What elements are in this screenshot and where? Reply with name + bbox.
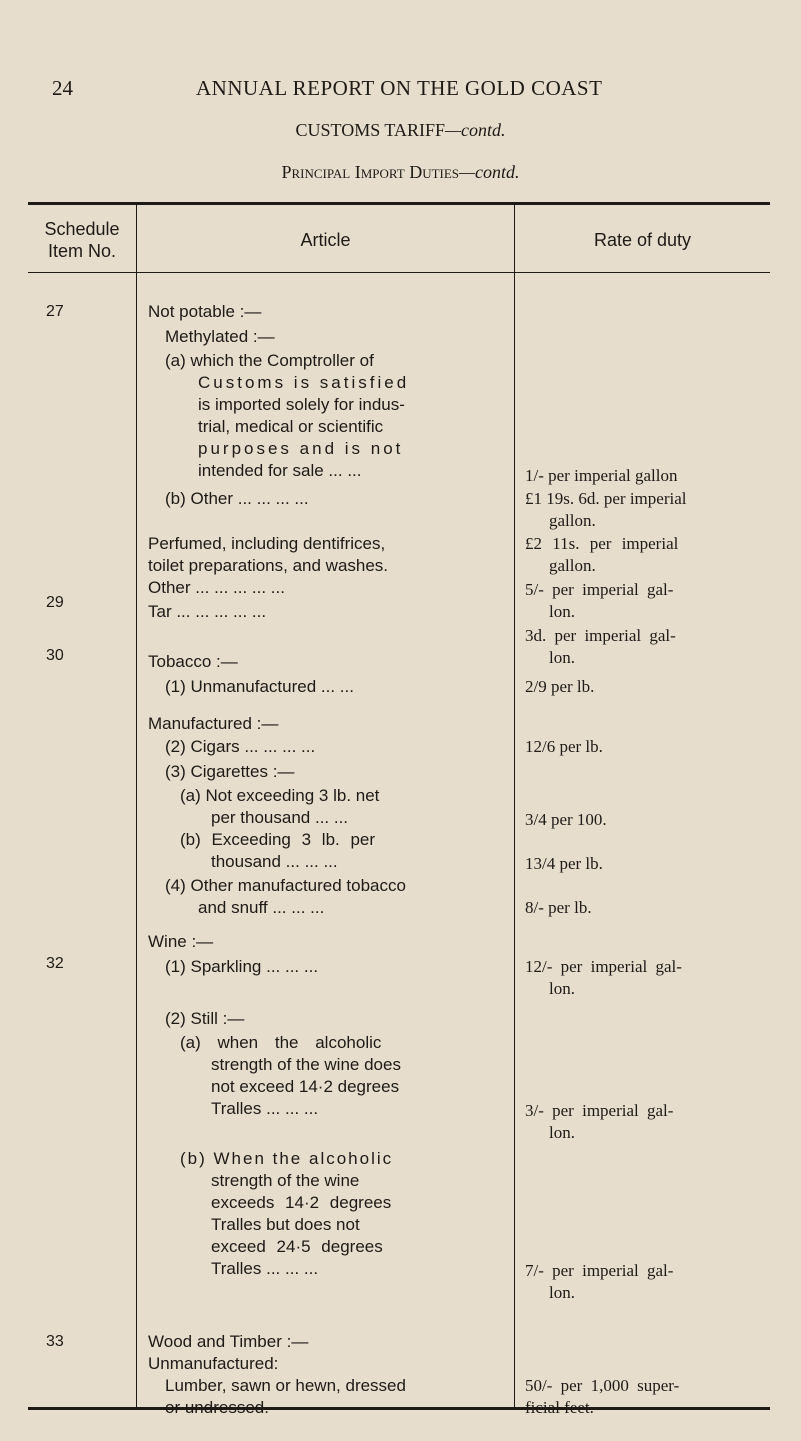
header-bottom-rule [28,272,770,273]
tariff-subtitle-contd: —contd. [459,162,520,182]
rate-line: 3d. per imperial gal- [525,626,676,645]
article-line: (2) Still :— [165,1009,245,1028]
article-line: intended for sale ... ... [198,461,362,480]
column-divider-2 [514,205,515,1407]
rate-line: 2/9 per lb. [525,677,595,696]
article-line: Wine :— [148,932,214,951]
article-line: (b) Exceeding 3 lb. per [180,830,376,849]
article-line: exceeds 14·2 degrees [211,1193,392,1212]
table-bottom-rule [28,1407,770,1410]
article-line: Other ... ... ... ... ... [148,578,285,597]
schedule-header-line1: Schedule [44,219,120,239]
rate-line: 7/- per imperial gal- [525,1261,674,1280]
column-divider-1 [136,205,137,1407]
article-line: Tar ... ... ... ... ... [148,602,267,621]
rate-line: ficial feet. [525,1398,594,1417]
article-line: (1) Sparkling ... ... ... [165,957,319,976]
item-number-29: 29 [46,594,64,611]
column-header-schedule [28,218,136,262]
rate-line: 1/- per imperial gallon [525,466,678,485]
tariff-title-main: CUSTOMS TARIFF [295,120,445,140]
column-header-article: Article [300,230,351,250]
item-number-32: 32 [46,955,64,972]
article-line: (b) When the alcoholic [180,1149,394,1168]
article-line: not exceed 14·2 degrees [211,1077,400,1096]
rate-line: 5/- per imperial gal- [525,580,674,599]
rate-line: 12/- per imperial gal- [525,957,682,976]
article-line: strength of the wine [211,1171,360,1190]
article-line: Unmanufactured: [148,1354,279,1373]
article-line: exceed 24·5 degrees [211,1237,383,1256]
article-line: Wood and Timber :— [148,1332,309,1351]
article-line: Tralles but does not [211,1215,360,1234]
column-header-rate: Rate of duty [593,230,692,250]
rate-line: 50/- per 1,000 super- [525,1376,680,1395]
article-line: (2) Cigars ... ... ... ... [165,737,316,756]
rate-line: lon. [549,648,575,667]
item-number-30: 30 [46,647,64,664]
rate-line: lon. [549,979,575,998]
item-number-33: 33 [46,1333,64,1350]
rate-line: 3/- per imperial gal- [525,1101,674,1120]
rate-line: 3/4 per 100. [525,810,607,829]
article-line: (b) Other ... ... ... ... [165,489,309,508]
article-line: purposes and is not [198,439,404,458]
article-line: and snuff ... ... ... [198,898,325,917]
article-line: strength of the wine does [211,1055,401,1074]
article-line: (a) which the Comptroller of [165,351,374,370]
rate-line: lon. [549,1283,575,1302]
article-line: Methylated :— [165,327,275,346]
rate-line: £1 19s. 6d. per imperial [525,489,687,508]
article-line: trial, medical or scientific [198,417,384,436]
page-number: 24 [52,76,73,100]
article-line: Manufactured :— [148,714,279,733]
rate-line: 12/6 per lb. [525,737,603,756]
article-line: Tralles ... ... ... [211,1259,319,1278]
article-line: Customs is satisfied [198,373,410,392]
article-line: Lumber, sawn or hewn, dressed [165,1376,406,1395]
table-top-rule [28,202,770,205]
article-line: (4) Other manufactured tobacco [165,876,406,895]
article-line: (a) Not exceeding 3 lb. net [180,786,380,805]
tariff-title-contd: —contd. [444,120,506,140]
article-line: toilet preparations, and washes. [148,556,389,575]
rate-line: gallon. [549,556,596,575]
article-line: (a) when the alcoholic [180,1033,382,1052]
rate-line: lon. [549,1123,575,1142]
article-line: or undressed. [165,1398,269,1417]
rate-line: 13/4 per lb. [525,854,603,873]
article-line: (3) Cigarettes :— [165,762,295,781]
article-line: Not potable :— [148,302,262,321]
rate-line: lon. [549,602,575,621]
article-line: (1) Unmanufactured ... ... [165,677,354,696]
item-number-27: 27 [46,303,64,320]
rate-line: £2 11s. per imperial [525,534,679,553]
schedule-header-line2: Item No. [47,241,117,261]
article-line: per thousand ... ... [211,808,349,827]
article-line: Tobacco :— [148,652,238,671]
article-line: Tralles ... ... ... [211,1099,319,1118]
rate-line: 8/- per lb. [525,898,592,917]
running-title: ANNUAL REPORT ON THE GOLD COAST [196,76,603,100]
rate-line: gallon. [549,511,596,530]
tariff-title [0,120,801,141]
tariff-subtitle [0,162,801,183]
article-line: thousand ... ... ... [211,852,338,871]
tariff-subtitle-main: Principal Import Duties [281,162,460,182]
article-line: is imported solely for indus- [198,395,405,414]
article-line: Perfumed, including dentifrices, [148,534,386,553]
